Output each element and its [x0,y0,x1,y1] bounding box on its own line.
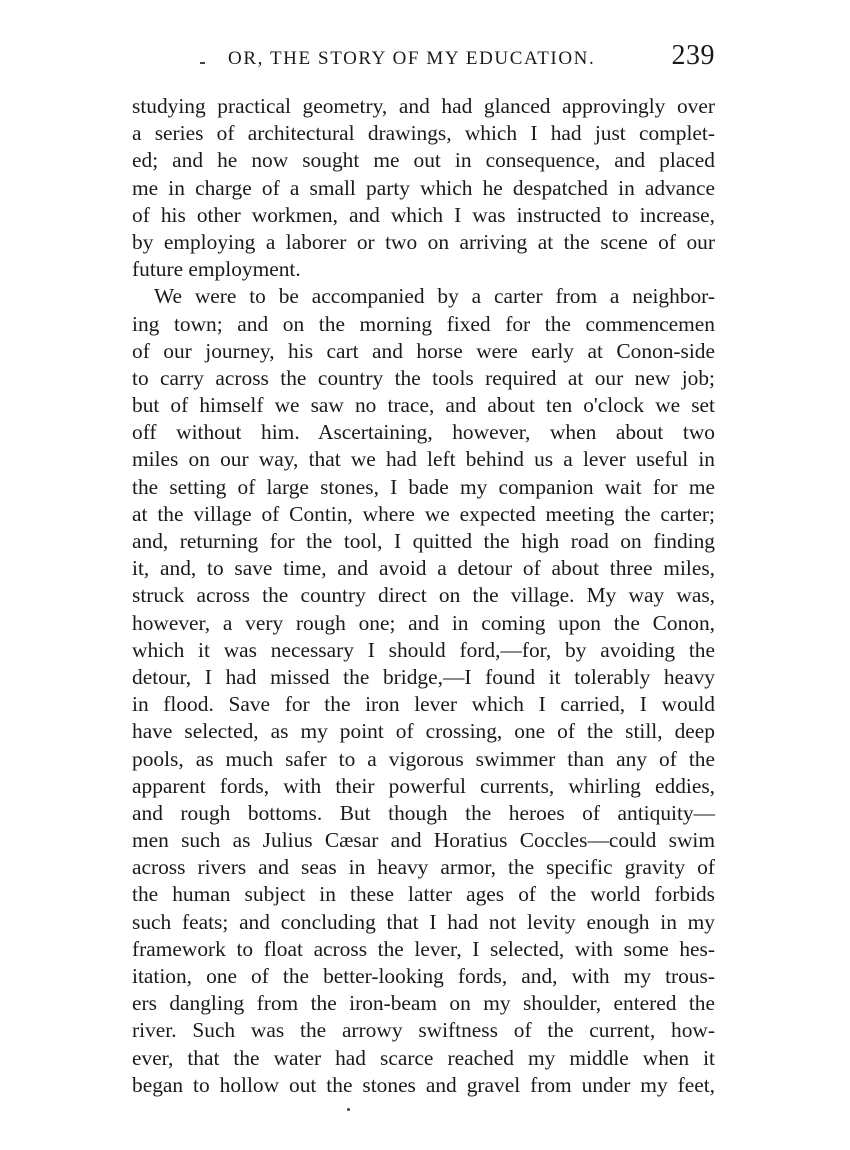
page-header [130,40,715,80]
page-number: 239 [671,40,715,71]
text-line: framework to float across the lever, I selected, with some hes- [132,936,715,961]
text-line: pools, as much safer to a vigorous swimmer than any of the [132,746,715,771]
text-line: but of himself we saw no trace, and about ten o'clock we set [132,393,715,418]
text-line: at the village of Contin, where we expected meeting the carter; [132,501,715,526]
text-line: ing town; and on the morning fixed for the commencemen [132,311,715,336]
text-line: me in charge of a small party which he despatched in advance [132,175,715,200]
text-line: the human subject in these latter ages of the world forbids [132,882,715,907]
text-line: the setting of large stones, I bade my companion wait for me [132,474,715,499]
text-line: struck across the country direct on the village. My way was, [132,583,715,608]
text-line: and rough bottoms. But though the heroes of antiquity— [132,800,715,825]
text-line: however, a very rough one; and in coming upon the Conon, [132,610,715,635]
text-line: to carry across the country the tools required at our new job; [132,365,715,390]
running-title: OR, THE STORY OF MY EDUCATION. [228,48,596,69]
text-line: studying practical geometry, and had glanced approvingly over [132,94,715,118]
text-line: began to hollow out the stones and gravel from under my feet, [132,1072,715,1097]
text-line: ers dangling from the iron-beam on my shoulder, entered the [132,991,715,1016]
text-line: detour, I had missed the bridge,—I found it tolerably heavy [132,664,715,689]
text-line: men such as Julius Cæsar and Horatius Coccles—could swim [132,828,715,853]
text-line: We were to be accompanied by a carter from a neighbor- [154,284,715,309]
text-line: and, returning for the tool, I quitted the high road on finding [132,529,715,553]
text-line: future employment. [132,257,301,282]
text-line: river. Such was the arrowy swiftness of the current, how- [132,1018,715,1043]
text-line: off without him. Ascertaining, however, when about two [132,420,715,445]
text-line: of our journey, his cart and horse were early at Conon-side [132,338,715,363]
text-line: which it was necessary I should ford,—for, by avoiding the [132,637,715,662]
text-line: across rivers and seas in heavy armor, the specific gravity of [132,855,715,880]
text-line: a series of architectural drawings, which I had just complet- [132,121,715,146]
stray-dot [347,1108,350,1111]
text-line: miles on our way, that we had left behind us a lever useful in [132,447,715,472]
text-line: by employing a laborer or two on arriving at the scene of our [132,229,715,254]
text-line: such feats; and concluding that I had not levity enough in my [132,909,715,934]
text-line: of his other workmen, and which I was instructed to increase, [132,202,715,227]
body-text [132,93,715,1099]
text-line: in flood. Save for the iron lever which I carried, I would [132,692,715,717]
stray-mark [200,62,205,64]
text-line: it, and, to save time, and avoid a detour of about three miles, [132,556,715,581]
text-line: apparent fords, with their powerful currents, whirling eddies, [132,773,715,798]
text-line: have selected, as my point of crossing, one of the still, deep [132,719,715,744]
text-line: itation, one of the better-looking fords, and, with my trous- [132,964,715,988]
text-line: ed; and he now sought me out in consequence, and placed [132,148,715,173]
text-line: ever, that the water had scarce reached my middle when it [132,1045,715,1070]
